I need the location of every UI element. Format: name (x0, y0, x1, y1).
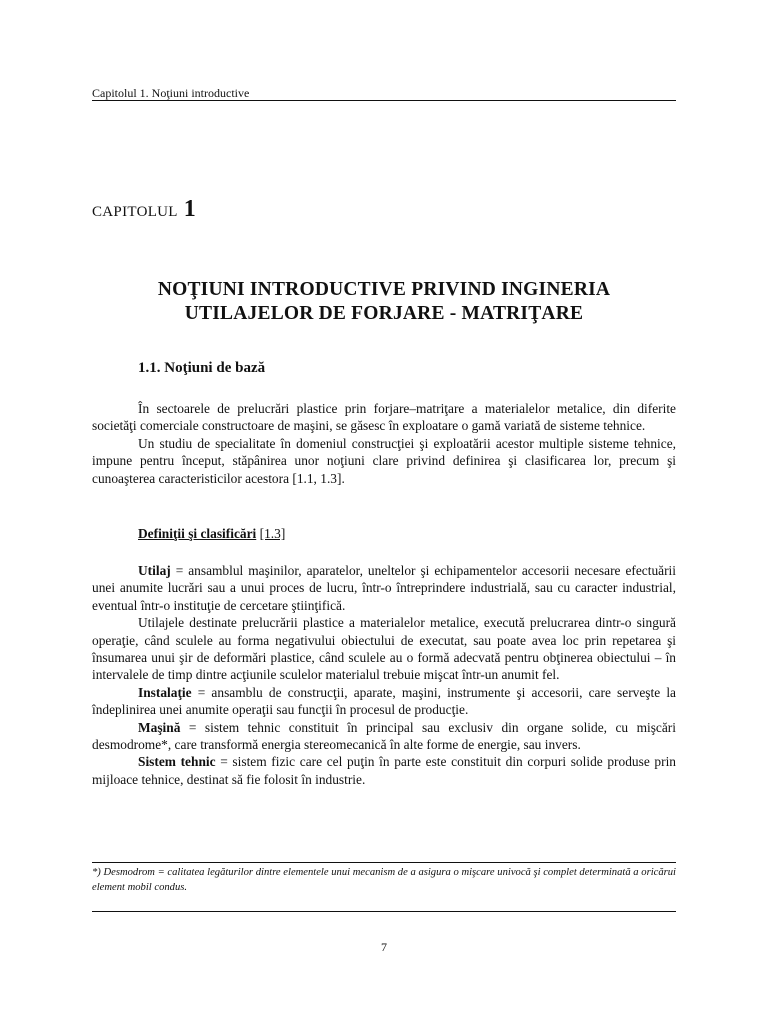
term: Instalaţie (138, 684, 192, 700)
term: Sistem tehnic (138, 754, 216, 770)
running-header: Capitolul 1. Noţiuni introductive (92, 86, 676, 101)
term: Utilaj (138, 563, 171, 578)
definition-utilaj (92, 562, 676, 614)
paragraph: Utilajele destinate prelucrării plastice a materialelor metalice, execută prelucrarea dintr-o singură operaţie, când sculele au forma negativului obiectului de executat, sau poate avea loc prin repetarea şi însumarea unui şir de deformări plastice, când sculele au o formă adecvată pentru obţinerea obiectului – în intervalele de timp dintre acţiunile sculelor materialul trebuie mişcat într-un anumit fel. (92, 615, 676, 683)
term: Maşină (138, 719, 181, 735)
definition-text: = ansamblul maşinilor, aparatelor, uneltelor şi echipamentelor accesorii necesare efectuării unei anumite lucrări sau a unui proces de lucru, într-o întreprindere industrială, sau cu caracter industrial, eventual într-o instituţie de cercetare ştiinţifică. (92, 563, 676, 613)
chapter-word: CAPITOLUL (92, 204, 178, 220)
chapter-number: 1 (183, 196, 197, 222)
paragraph: În sectoarele de prelucrări plastice prin forjare–matriţare a materialelor metalice, din diferite societăţi comerciale constructoare de maşini, se găsesc în exploatare o gamă variată de sisteme tehnice. (92, 401, 676, 434)
footnote-separator (92, 862, 676, 863)
section-heading: 1.1. Noţiuni de bază (138, 360, 266, 376)
definitions-block (92, 562, 676, 788)
definition-text: = sistem fizic care cel puţin în parte este constituit din corpuri solide produse prin mijloace tehnice, destinat să fie folosit în industrie. (92, 754, 676, 787)
definition-text: = ansamblu de construcţii, aparate, maşini, instrumente şi accesorii, care serveşte la îndeplinirea unei anumite operaţii sau funcţii în procesul de producţie. (92, 684, 676, 718)
subsection-title: Definiţii şi clasificări (138, 526, 257, 541)
paragraph: Un studiu de specialitate în domeniul construcţiei şi exploatării acestor multiple sisteme tehnice, impune pentru început, stăpânirea unor noţiuni clare privind definirea şi clasificarea lor, precum şi cunoaşterea caracteristicilor acestora [1.1, 1.3]. (92, 435, 676, 486)
footer-rule (92, 911, 676, 912)
subsection-heading (138, 526, 285, 542)
footnote: *) Desmodrom = calitatea legăturilor dintre elementele unui mecanism de a asigura o mişcare univocă şi complet determinată a oricărui element mobil condus. (92, 867, 676, 893)
definition-text: = sistem tehnic constituit în principal sau exclusiv din organe solide, cu mişcări desmodrome*, care transformă energia stereomecanică în alte forme de energie, sau invers. (92, 719, 676, 753)
page-number: 7 (381, 940, 387, 954)
chapter-label (92, 196, 196, 223)
definition-sistem-tehnic (92, 753, 676, 788)
definition-instalatie (92, 684, 676, 719)
intro-text (92, 400, 676, 487)
definition-masina (92, 719, 676, 754)
chapter-title-line-1: NOŢIUNI INTRODUCTIVE PRIVIND INGINERIA (157, 279, 611, 300)
chapter-title (92, 278, 676, 326)
document-page (92, 0, 676, 1024)
chapter-title-line-2: UTILAJELOR DE FORJARE - MATRIŢARE (184, 303, 584, 324)
subsection-reference: [1.3] (259, 526, 286, 541)
